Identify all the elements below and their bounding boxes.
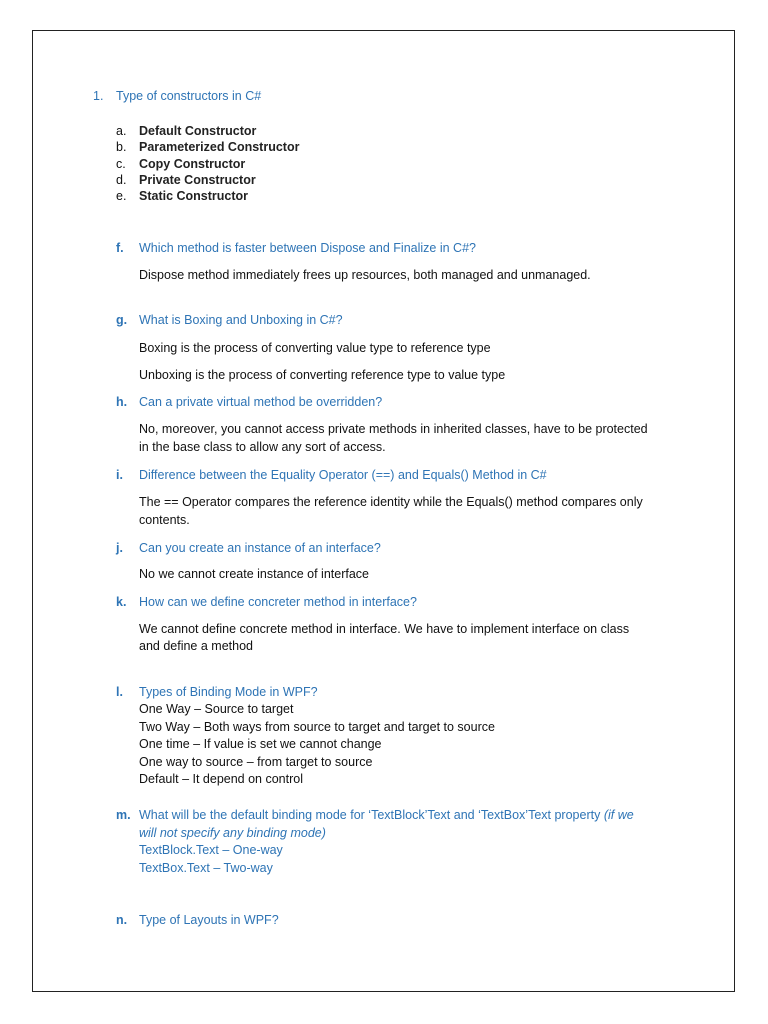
list-item: Static Constructor [139, 189, 249, 203]
question-marker-h: h. [116, 395, 128, 409]
answer-h-2: in the base class to allow any sort of access. [139, 440, 386, 454]
binding-mode-line: One way to source – from target to source [139, 755, 373, 769]
question-j: Can you create an instance of an interface? [139, 541, 381, 555]
question-f: Which method is faster between Dispose and Finalize in C#? [139, 241, 476, 255]
question-marker-k: k. [116, 595, 127, 609]
list-marker: a. [116, 124, 127, 138]
question-marker-f: f. [116, 241, 124, 255]
answer-m-1: TextBlock.Text – One-way [139, 843, 283, 857]
answer-k-1: We cannot define concrete method in interface. We have to implement interface on class [139, 622, 630, 636]
question-marker-g: g. [116, 313, 128, 327]
answer-i-1: The == Operator compares the reference identity while the Equals() method compares only [139, 495, 643, 509]
answer-j: No we cannot create instance of interface [139, 567, 369, 581]
answer-f: Dispose method immediately frees up resources, both managed and unmanaged. [139, 268, 591, 282]
list-item: Parameterized Constructor [139, 140, 300, 154]
question-l: Types of Binding Mode in WPF? [139, 685, 318, 699]
question-marker-i: i. [116, 468, 123, 482]
list-item: Private Constructor [139, 173, 256, 187]
question-h: Can a private virtual method be overridden? [139, 395, 383, 409]
list-marker: b. [116, 140, 127, 154]
question-m-text: What will be the default binding mode for ‘TextBlock’Text and ‘TextBox’Text property [139, 808, 601, 822]
list-item: Default Constructor [139, 124, 257, 138]
question-m-italic-2: will not specify any binding mode) [139, 826, 326, 840]
question-k: How can we define concreter method in interface? [139, 595, 417, 609]
document-page [32, 30, 735, 992]
heading-number: 1. [93, 89, 104, 103]
list-marker: c. [116, 157, 126, 171]
question-m-italic-1: (if we [603, 808, 634, 822]
binding-mode-line: One Way – Source to target [139, 702, 294, 716]
question-i: Difference between the Equality Operator (==) and Equals() Method in C# [139, 468, 547, 482]
question-marker-l: l. [116, 685, 123, 699]
answer-h-1: No, moreover, you cannot access private methods in inherited classes, have to be protected [139, 422, 648, 436]
answer-i-2: contents. [139, 513, 190, 527]
answer-k-2: and define a method [139, 639, 253, 653]
binding-mode-line: Default – It depend on control [139, 772, 304, 786]
question-g: What is Boxing and Unboxing in C#? [139, 313, 343, 327]
question-marker-m: m. [116, 808, 131, 822]
answer-m-2: TextBox.Text – Two-way [139, 861, 273, 875]
list-marker: d. [116, 173, 127, 187]
heading-title: Type of constructors in C# [116, 89, 262, 103]
binding-mode-line: One time – If value is set we cannot change [139, 737, 382, 751]
question-marker-j: j. [116, 541, 123, 555]
answer-g-1: Boxing is the process of converting value type to reference type [139, 341, 491, 355]
question-n: Type of Layouts in WPF? [139, 913, 279, 927]
binding-mode-line: Two Way – Both ways from source to target and target to source [139, 720, 495, 734]
list-item: Copy Constructor [139, 157, 246, 171]
question-marker-n: n. [116, 913, 128, 927]
answer-g-2: Unboxing is the process of converting reference type to value type [139, 368, 506, 382]
list-marker: e. [116, 189, 127, 203]
question-m-line1 [139, 807, 634, 824]
